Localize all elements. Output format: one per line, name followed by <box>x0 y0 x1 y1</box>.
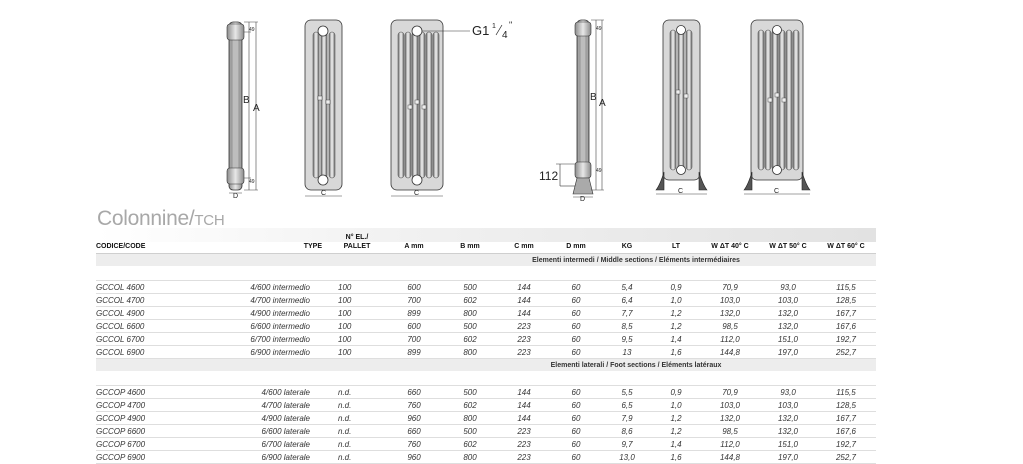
table-row <box>96 333 876 346</box>
cell-w40: 103,0 <box>700 294 760 307</box>
table-row <box>96 307 876 320</box>
cell-w40: 98,5 <box>700 320 760 333</box>
header-pallet <box>328 229 386 254</box>
cell-d: 60 <box>550 307 602 320</box>
cell-w50: 132,0 <box>760 412 816 425</box>
label-c-right-6col: C <box>774 188 780 195</box>
cell-d: 60 <box>550 346 602 359</box>
table-row <box>96 438 876 451</box>
spec-table-body <box>96 254 876 464</box>
cell-a: 960 <box>386 451 442 464</box>
label-b: B <box>243 95 250 106</box>
cell-c: 223 <box>498 320 550 333</box>
cell-d: 60 <box>550 333 602 346</box>
label-c-left-6col: C <box>414 190 420 197</box>
cell-type: 4/600 laterale <box>188 386 328 399</box>
group-label: Elementi laterali / Foot sections / Eléments latéraux <box>96 359 876 372</box>
spacer-row <box>96 266 876 281</box>
cell-w40: 144,8 <box>700 346 760 359</box>
cell-w40: 132,0 <box>700 307 760 320</box>
cell-a: 700 <box>386 294 442 307</box>
cell-kg: 7,9 <box>602 412 652 425</box>
front-view-4-column <box>305 20 342 197</box>
cell-d: 60 <box>550 386 602 399</box>
group-header-row <box>96 359 876 372</box>
cell-type: 6/900 intermedio <box>188 346 328 359</box>
header-lt: LT <box>671 243 681 250</box>
side-view-foot-section <box>539 20 606 203</box>
table-row <box>96 386 876 399</box>
label-49-bottom-right: 49 <box>596 168 602 174</box>
header-w40: W ΔT 40° C <box>711 243 749 250</box>
section-title <box>97 207 224 231</box>
cell-lt: 1,4 <box>652 438 700 451</box>
cell-code: GCCOL 4700 <box>96 294 188 307</box>
cell-w50: 103,0 <box>760 399 816 412</box>
table-row <box>96 399 876 412</box>
cell-w50: 151,0 <box>760 333 816 346</box>
header-a: A mm <box>404 243 424 250</box>
header-w50: W ΔT 50° C <box>769 243 807 250</box>
cell-w60: 192,7 <box>816 438 876 451</box>
table-row <box>96 412 876 425</box>
cell-a: 660 <box>386 386 442 399</box>
cell-kg: 5,5 <box>602 386 652 399</box>
table-header-row <box>96 229 876 254</box>
cell-code: GCCOL 6600 <box>96 320 188 333</box>
cell-c: 223 <box>498 346 550 359</box>
cell-a: 600 <box>386 281 442 294</box>
cell-w50: 132,0 <box>760 307 816 320</box>
label-b-right: B <box>590 92 597 103</box>
cell-lt: 1,6 <box>652 346 700 359</box>
cell-w60: 128,5 <box>816 399 876 412</box>
cell-pallet: 100 <box>328 294 386 307</box>
cell-w50: 103,0 <box>760 294 816 307</box>
cell-lt: 1,0 <box>652 399 700 412</box>
cell-pallet: n.d. <box>328 425 386 438</box>
spacer-cell <box>96 371 876 386</box>
cell-a: 899 <box>386 307 442 320</box>
cell-code: GCCOP 4700 <box>96 399 188 412</box>
cell-w60: 167,7 <box>816 412 876 425</box>
cell-lt: 1,2 <box>652 320 700 333</box>
cell-w60: 167,7 <box>816 307 876 320</box>
header-kg: KG <box>621 243 633 250</box>
header-pallet-line1: N° EL./ <box>345 234 369 241</box>
cell-kg: 6,5 <box>602 399 652 412</box>
section-title-suffix: TCH <box>194 212 225 229</box>
cell-type: 4/900 laterale <box>188 412 328 425</box>
cell-b: 500 <box>442 320 498 333</box>
cell-pallet: 100 <box>328 281 386 294</box>
label-connection-num: 1 <box>492 23 496 30</box>
cell-lt: 1,2 <box>652 425 700 438</box>
cell-w60: 115,5 <box>816 386 876 399</box>
cell-w50: 93,0 <box>760 386 816 399</box>
header-w60: W ΔT 60° C <box>827 243 865 250</box>
label-a: A <box>253 103 260 114</box>
cell-code: GCCOP 4900 <box>96 412 188 425</box>
cell-code: GCCOP 6600 <box>96 425 188 438</box>
cell-lt: 1,2 <box>652 307 700 320</box>
cell-b: 500 <box>442 425 498 438</box>
label-foot-height: 112 <box>539 169 559 183</box>
cell-c: 144 <box>498 399 550 412</box>
cell-b: 800 <box>442 346 498 359</box>
cell-code: GCCOL 4900 <box>96 307 188 320</box>
group-header-row <box>96 254 876 267</box>
cell-code: GCCOP 6900 <box>96 451 188 464</box>
cell-w50: 151,0 <box>760 438 816 451</box>
cell-pallet: n.d. <box>328 438 386 451</box>
cell-type: 6/900 laterale <box>188 451 328 464</box>
front-view-4-column-feet <box>656 20 707 195</box>
cell-d: 60 <box>550 425 602 438</box>
cell-kg: 5,4 <box>602 281 652 294</box>
cell-pallet: n.d. <box>328 451 386 464</box>
cell-b: 602 <box>442 294 498 307</box>
cell-code: GCCOL 6700 <box>96 333 188 346</box>
cell-type: 6/700 intermedio <box>188 333 328 346</box>
cell-c: 144 <box>498 412 550 425</box>
cell-code: GCCOP 6700 <box>96 438 188 451</box>
front-view-6-column <box>391 20 512 197</box>
cell-a: 760 <box>386 399 442 412</box>
cell-code: GCCOP 4600 <box>96 386 188 399</box>
front-view-6-column-feet <box>744 20 810 195</box>
cell-kg: 7,7 <box>602 307 652 320</box>
cell-kg: 13 <box>602 346 652 359</box>
label-c-right-4col: C <box>678 188 684 195</box>
cell-kg: 8,5 <box>602 320 652 333</box>
cell-w50: 93,0 <box>760 281 816 294</box>
label-49-top: 49 <box>249 27 255 33</box>
cell-kg: 9,5 <box>602 333 652 346</box>
cell-type: 4/900 intermedio <box>188 307 328 320</box>
cell-type: 4/700 laterale <box>188 399 328 412</box>
cell-w40: 132,0 <box>700 412 760 425</box>
radiator-technical-drawings <box>0 0 1023 210</box>
header-b: B mm <box>460 243 480 250</box>
cell-kg: 9,7 <box>602 438 652 451</box>
label-connection-quote: " <box>509 20 513 30</box>
cell-kg: 13,0 <box>602 451 652 464</box>
spacer-row <box>96 371 876 386</box>
label-d-right: D <box>580 196 586 203</box>
cell-pallet: 100 <box>328 346 386 359</box>
cell-pallet: 100 <box>328 333 386 346</box>
label-connection-den: 4 <box>502 30 508 41</box>
cell-a: 660 <box>386 425 442 438</box>
header-type: TYPE <box>303 243 322 250</box>
cell-w50: 197,0 <box>760 451 816 464</box>
label-c-left-4col: C <box>321 190 327 197</box>
cell-c: 144 <box>498 281 550 294</box>
cell-pallet: 100 <box>328 320 386 333</box>
cell-d: 60 <box>550 399 602 412</box>
cell-b: 602 <box>442 438 498 451</box>
cell-type: 4/700 intermedio <box>188 294 328 307</box>
cell-a: 960 <box>386 412 442 425</box>
cell-d: 60 <box>550 412 602 425</box>
cell-lt: 0,9 <box>652 281 700 294</box>
cell-b: 602 <box>442 333 498 346</box>
cell-lt: 0,9 <box>652 386 700 399</box>
label-connection-g: G1 <box>472 23 490 38</box>
header-d: D mm <box>566 243 586 250</box>
cell-w60: 115,5 <box>816 281 876 294</box>
cell-kg: 6,4 <box>602 294 652 307</box>
header-c: C mm <box>514 243 534 250</box>
label-d-left: D <box>233 193 239 200</box>
cell-pallet: n.d. <box>328 399 386 412</box>
cell-pallet: 100 <box>328 307 386 320</box>
cell-pallet: n.d. <box>328 412 386 425</box>
cell-c: 144 <box>498 386 550 399</box>
cell-type: 6/600 laterale <box>188 425 328 438</box>
spec-table <box>96 229 876 464</box>
cell-lt: 1,2 <box>652 412 700 425</box>
cell-b: 800 <box>442 451 498 464</box>
cell-c: 223 <box>498 425 550 438</box>
label-49-top-right: 49 <box>596 26 602 32</box>
cell-code: GCCOL 6900 <box>96 346 188 359</box>
cell-c: 223 <box>498 333 550 346</box>
cell-w40: 98,5 <box>700 425 760 438</box>
table-row <box>96 451 876 464</box>
cell-w40: 70,9 <box>700 281 760 294</box>
section-title-main: Colonnine/ <box>97 207 195 230</box>
cell-d: 60 <box>550 281 602 294</box>
cell-type: 6/700 laterale <box>188 438 328 451</box>
cell-w60: 167,6 <box>816 425 876 438</box>
cell-a: 899 <box>386 346 442 359</box>
cell-lt: 1,6 <box>652 451 700 464</box>
cell-w40: 112,0 <box>700 438 760 451</box>
table-row <box>96 425 876 438</box>
header-pallet-line2: PALLET <box>343 243 371 250</box>
cell-b: 500 <box>442 281 498 294</box>
cell-w40: 144,8 <box>700 451 760 464</box>
cell-d: 60 <box>550 438 602 451</box>
cell-type: 6/600 intermedio <box>188 320 328 333</box>
spacer-cell <box>96 266 876 281</box>
cell-w60: 252,7 <box>816 346 876 359</box>
label-49-bottom: 49 <box>249 179 255 185</box>
cell-d: 60 <box>550 294 602 307</box>
cell-w50: 132,0 <box>760 320 816 333</box>
cell-type: 4/600 intermedio <box>188 281 328 294</box>
table-row <box>96 281 876 294</box>
cell-w50: 132,0 <box>760 425 816 438</box>
cell-c: 144 <box>498 294 550 307</box>
cell-w40: 103,0 <box>700 399 760 412</box>
cell-w50: 197,0 <box>760 346 816 359</box>
cell-b: 800 <box>442 412 498 425</box>
cell-d: 60 <box>550 451 602 464</box>
cell-a: 700 <box>386 333 442 346</box>
table-row <box>96 346 876 359</box>
cell-b: 800 <box>442 307 498 320</box>
cell-pallet: n.d. <box>328 386 386 399</box>
cell-d: 60 <box>550 320 602 333</box>
header-code: CODICE/CODE <box>96 243 146 250</box>
cell-c: 223 <box>498 438 550 451</box>
cell-w40: 70,9 <box>700 386 760 399</box>
group-label: Elementi intermedi / Middle sections / Eléments intermédiaires <box>96 254 876 267</box>
side-view-middle-section <box>227 22 260 200</box>
label-a-right: A <box>599 98 606 109</box>
cell-b: 500 <box>442 386 498 399</box>
cell-lt: 1,4 <box>652 333 700 346</box>
table-row <box>96 294 876 307</box>
cell-code: GCCOL 4600 <box>96 281 188 294</box>
cell-b: 602 <box>442 399 498 412</box>
cell-w40: 112,0 <box>700 333 760 346</box>
cell-w60: 192,7 <box>816 333 876 346</box>
table-row <box>96 320 876 333</box>
cell-w60: 167,6 <box>816 320 876 333</box>
cell-c: 144 <box>498 307 550 320</box>
cell-c: 223 <box>498 451 550 464</box>
cell-a: 760 <box>386 438 442 451</box>
cell-w60: 128,5 <box>816 294 876 307</box>
cell-a: 600 <box>386 320 442 333</box>
cell-kg: 8,6 <box>602 425 652 438</box>
cell-lt: 1,0 <box>652 294 700 307</box>
cell-w60: 252,7 <box>816 451 876 464</box>
